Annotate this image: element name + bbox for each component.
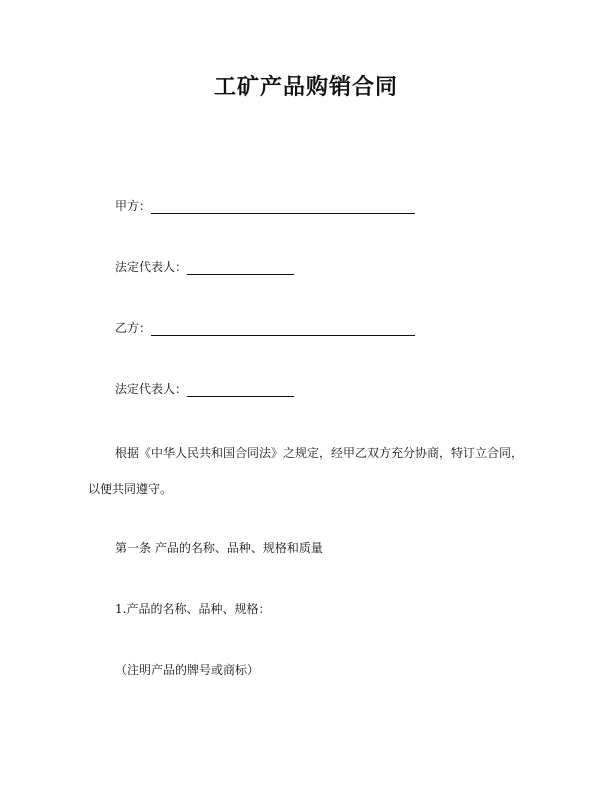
- rep-b-row: [115, 381, 294, 397]
- party-a-label: 甲方：: [115, 199, 152, 213]
- brand-note: （注明产品的牌号或商标）: [115, 663, 260, 677]
- rep-a-row: [115, 259, 294, 275]
- party-b-row: [115, 320, 415, 336]
- rep-b-blank[interactable]: [187, 383, 294, 397]
- document-title: 工矿产品购销合同: [213, 75, 398, 100]
- party-a-row: [115, 198, 415, 214]
- item-1-text: 1.产品的名称、品种、规格：: [115, 602, 271, 616]
- party-b-label: 乙方：: [115, 321, 152, 335]
- party-a-blank[interactable]: [151, 200, 415, 214]
- party-b-blank[interactable]: [151, 322, 415, 336]
- article-1-heading: 第一条 产品的名称、品种、规格和质量: [115, 541, 323, 555]
- rep-a-blank[interactable]: [187, 261, 294, 275]
- rep-a-label: 法定代表人：: [115, 260, 188, 274]
- rep-b-label: 法定代表人：: [115, 382, 188, 396]
- preamble-paragraph: 根据《中华人民共和国合同法》之规定，经甲乙双方充分协商，特订立合同，以便共同遵守。: [88, 446, 524, 496]
